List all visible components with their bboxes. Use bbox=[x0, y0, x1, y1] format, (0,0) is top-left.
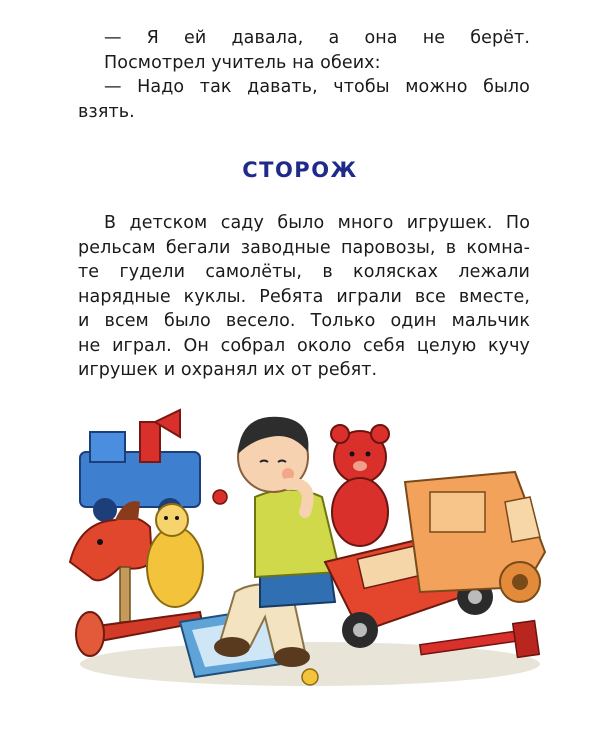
text-line: нарядные куклы. Ребята играли все вместе, bbox=[78, 286, 530, 307]
toy-truck-icon bbox=[405, 472, 545, 602]
toy-train-icon bbox=[80, 410, 200, 522]
text-line: взять. bbox=[78, 101, 135, 122]
toy-doll-icon bbox=[147, 504, 203, 607]
text-line: те гудели самолёты, в колясках лежали bbox=[78, 262, 530, 282]
text-line: и всем было весело. Только один мальчик bbox=[78, 311, 530, 331]
dialogue-block bbox=[78, 26, 530, 124]
text-line: не играл. Он собрал около себя целую кучу bbox=[78, 335, 530, 356]
text-line: игрушек и охранял их от ребят. bbox=[78, 360, 378, 380]
text-line: В детском саду было много игрушек. По bbox=[104, 213, 530, 233]
teddy-bear-icon bbox=[331, 425, 389, 546]
story-paragraph bbox=[78, 211, 530, 383]
story-title: СТОРОЖ bbox=[242, 158, 358, 182]
text-line: рельсам бегали заводные паровозы, в комна- bbox=[78, 237, 530, 258]
text-line: Посмотрел учитель на обеих: bbox=[104, 52, 381, 73]
boy-with-toys-illustration bbox=[60, 402, 560, 702]
boy-figure bbox=[214, 417, 340, 667]
text-line: — Надо так давать, чтобы можно было bbox=[104, 77, 530, 97]
text-line: — Я ей давала, а она не берёт. bbox=[104, 28, 530, 48]
